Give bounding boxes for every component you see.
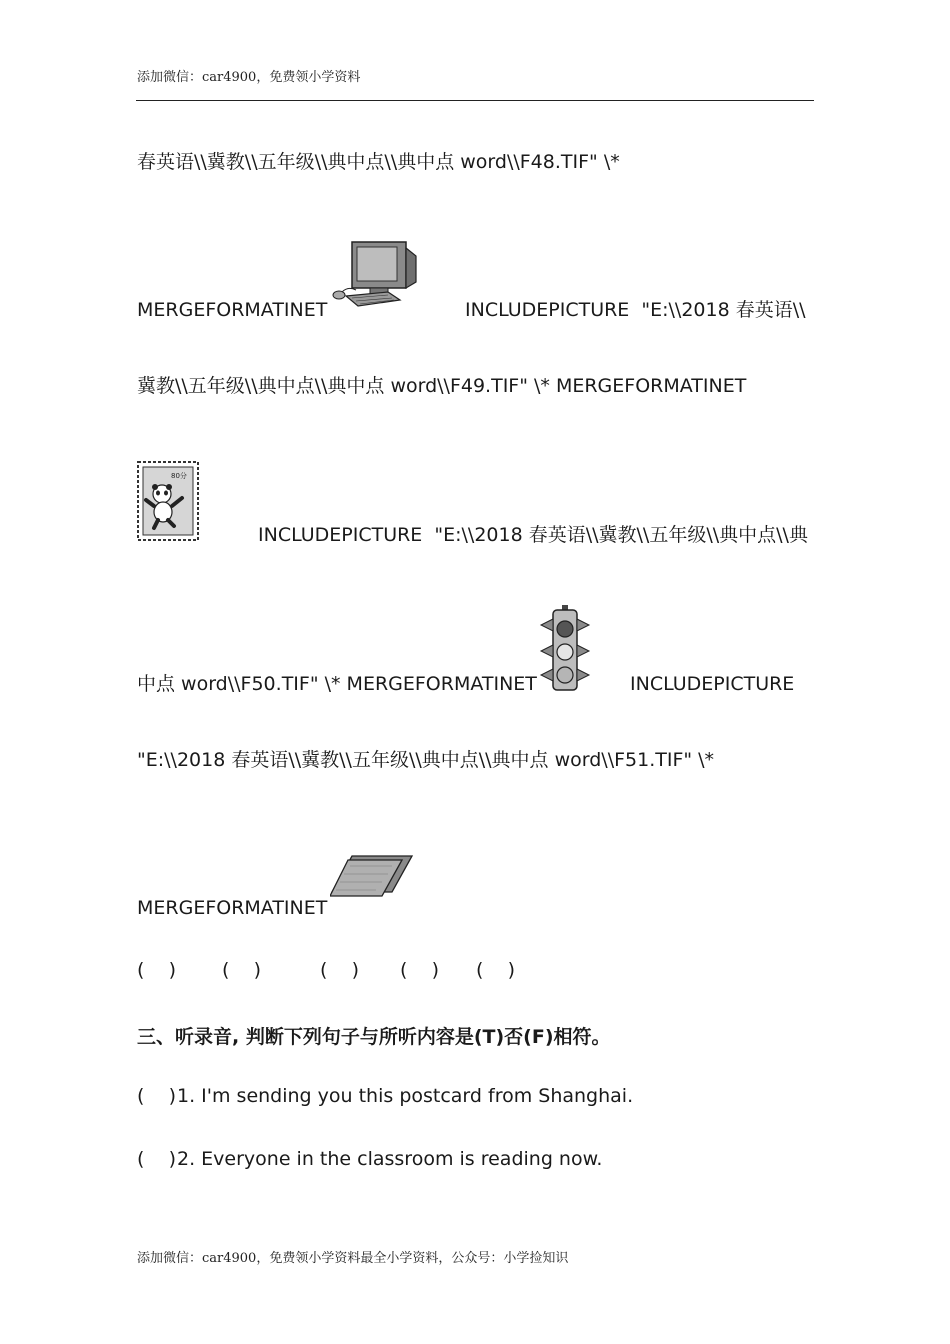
- answer-paren-5[interactable]: ( ): [476, 959, 515, 981]
- postcards-icon: [330, 852, 416, 898]
- text-line-7: MERGEFORMATINET: [137, 897, 328, 919]
- header-divider: [136, 100, 814, 101]
- page-footer: 添加微信：car4900，免费领小学资料最全小学资料，公众号：小学捡知识: [137, 1251, 569, 1266]
- answer-paren-4[interactable]: ( ): [400, 959, 439, 981]
- question-2-text: 2. Everyone in the classroom is reading now.: [177, 1148, 603, 1170]
- text-line-2b: INCLUDEPICTURE "E:\\2018 春英语\\: [465, 299, 806, 321]
- text-line-1: 春英语\\冀教\\五年级\\典中点\\典中点 word\\F48.TIF" \*: [137, 151, 620, 173]
- section-3-title: 三、听录音, 判断下列句子与所听内容是(T)否(F)相符。: [137, 1026, 611, 1048]
- computer-icon: [330, 238, 422, 320]
- question-2-paren[interactable]: ( ): [137, 1148, 176, 1170]
- text-line-3: 冀教\\五年级\\典中点\\典中点 word\\F49.TIF" \* MERGEFORMATINET: [137, 375, 747, 397]
- text-line-4: INCLUDEPICTURE "E:\\2018 春英语\\冀教\\五年级\\典中点\\典: [258, 524, 808, 546]
- text-line-6: "E:\\2018 春英语\\冀教\\五年级\\典中点\\典中点 word\\F51.TIF" \*: [137, 749, 715, 771]
- text-line-2a: MERGEFORMATINET: [137, 299, 328, 321]
- answer-paren-1[interactable]: ( ): [137, 959, 176, 981]
- answer-paren-2[interactable]: ( ): [222, 959, 261, 981]
- panda-stamp-icon: [136, 460, 200, 542]
- text-line-5a: 中点 word\\F50.TIF" \* MERGEFORMATINET: [137, 673, 537, 695]
- text-line-5b: INCLUDEPICTURE: [630, 673, 795, 695]
- page-header: 添加微信：car4900，免费领小学资料: [137, 70, 361, 85]
- traffic-light-icon: [538, 605, 592, 691]
- answer-paren-3[interactable]: ( ): [320, 959, 359, 981]
- stamp-value-label: 80分: [171, 472, 187, 480]
- question-1-text: 1. I'm sending you this postcard from Shanghai.: [177, 1085, 634, 1107]
- question-1-paren[interactable]: ( ): [137, 1085, 176, 1107]
